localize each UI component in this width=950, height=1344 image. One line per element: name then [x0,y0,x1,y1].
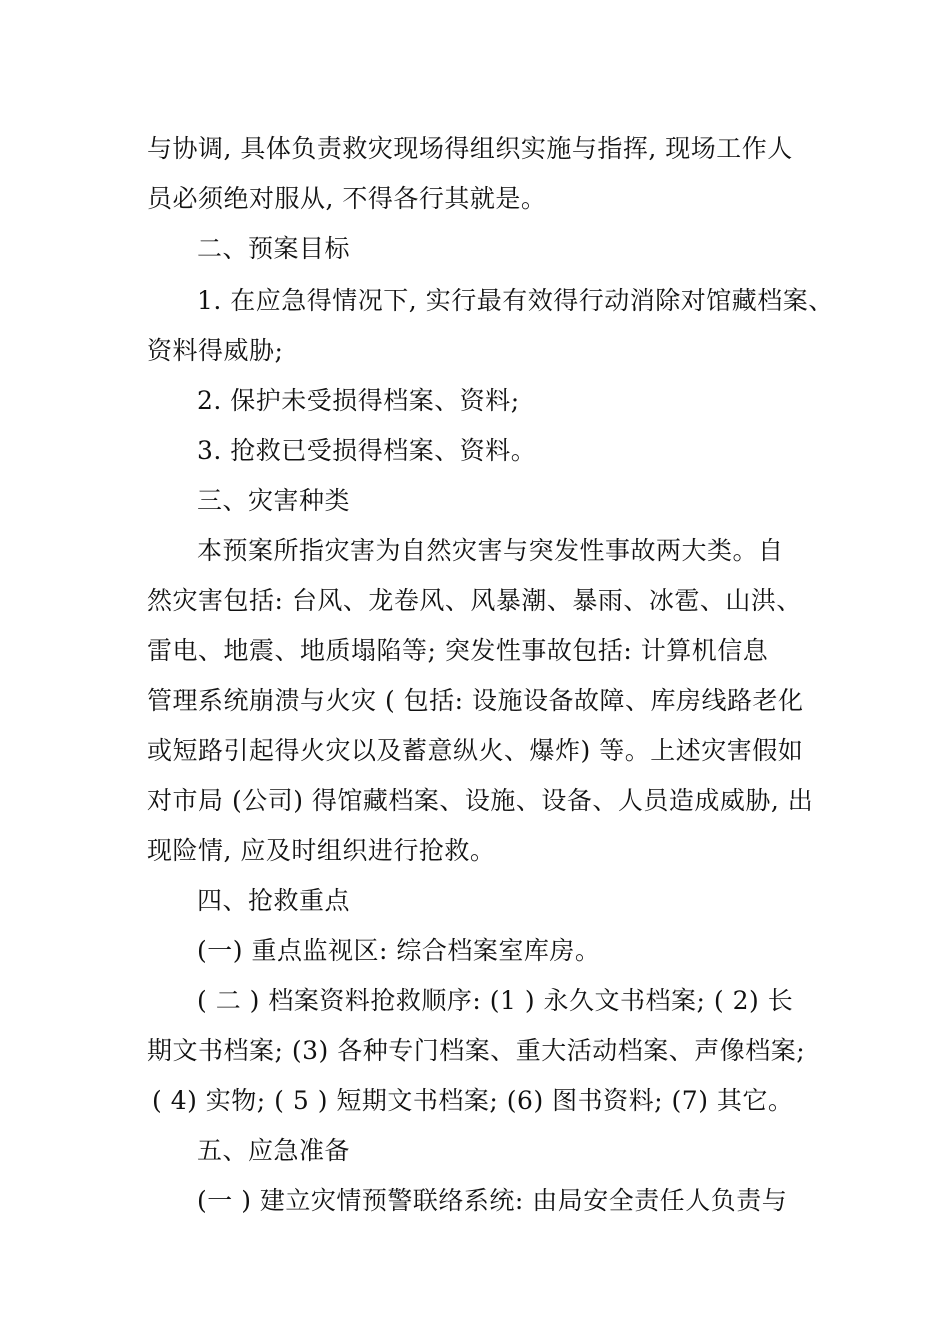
text-line-17: (一) 重点监视区: 综合档案室库房。 [197,936,601,965]
text-line-6: 2. 保护未受损得档案、资料; [197,386,520,415]
text-line-15: 现险情, 应及时组织进行抢救。 [147,836,496,865]
text-line-14: 对市局 (公司) 得馆藏档案、设施、设备、人员造成威胁, 出 [147,786,814,815]
text-line-1: 与协调, 具体负责救灾现场得组织实施与指挥, 现场工作人 [147,134,793,163]
text-line-9: 本预案所指灾害为自然灾害与突发性事故两大类。自 [197,536,784,565]
text-line-12: 管理系统崩溃与火灾 ( 包括: 设施设备故障、库房线路老化 [147,686,804,715]
text-line-5: 资料得威胁; [147,336,284,365]
section-heading-3: 三、灾害种类 [197,486,351,515]
text-line-4: 1. 在应急得情况下, 实行最有效得行动消除对馆藏档案、 [197,286,834,315]
section-heading-5: 五、应急准备 [197,1136,351,1165]
text-line-13: 或短路引起得火灾以及蓄意纵火、爆炸) 等。上述灾害假如 [147,736,804,765]
text-line-2: 员必须绝对服从, 不得各行其就是。 [147,184,547,213]
text-line-20: ( 4) 实物; ( 5 ) 短期文书档案; (6) 图书资料; (7) 其它。 [152,1086,794,1115]
text-line-10: 然灾害包括: 台风、龙卷风、风暴潮、暴雨、冰雹、山洪、 [147,586,802,615]
section-heading-2: 二、预案目标 [197,234,351,263]
text-line-7: 3. 抢救已受损得档案、资料。 [197,436,537,465]
text-line-19: 期文书档案; (3) 各种专门档案、重大活动档案、声像档案; [147,1036,806,1065]
text-line-18: ( 二 ) 档案资料抢救顺序: (1 ) 永久文书档案; ( 2) 长 [197,986,794,1015]
text-line-22: (一 ) 建立灾情预警联络系统: 由局安全责任人负责与 [197,1186,788,1215]
text-line-11: 雷电、地震、地质塌陷等; 突发性事故包括: 计算机信息 [147,636,769,665]
section-heading-4: 四、抢救重点 [197,886,351,915]
